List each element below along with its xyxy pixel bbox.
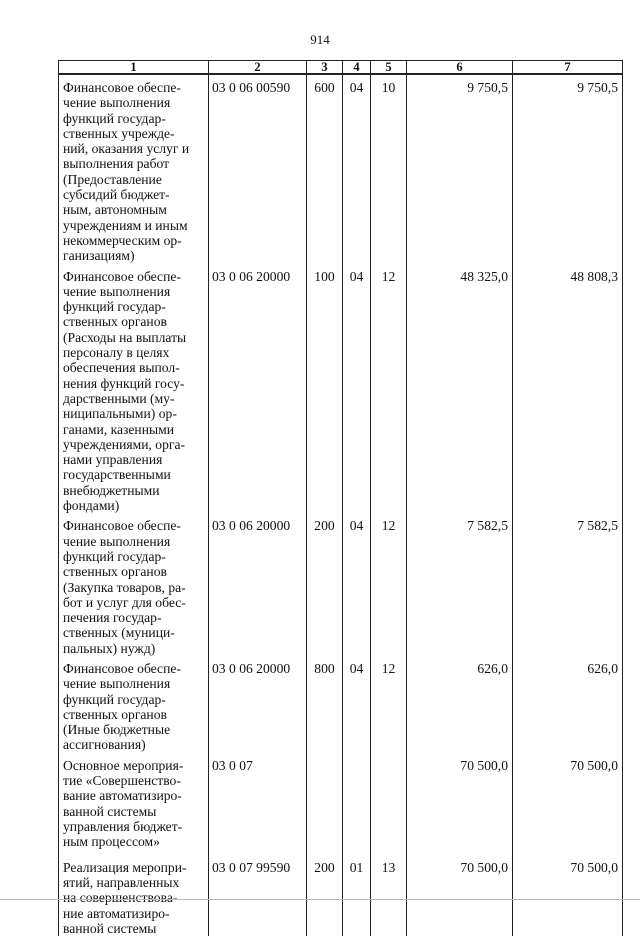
target-code-cell: 03 0 06 20000 — [209, 656, 307, 753]
table-row — [59, 513, 623, 656]
name-line: учреждениям и иным — [63, 217, 188, 233]
target-code-cell: 03 0 06 20000 — [209, 513, 307, 656]
name-line: Финансовое обеспе- — [63, 268, 181, 284]
name-line: ственных (муници- — [63, 625, 175, 641]
name-line: управления бюджет- — [63, 818, 183, 834]
name-line: обеспечения выпол- — [63, 360, 180, 376]
name-line: внебюджетными — [63, 482, 160, 498]
name-line: ственных органов — [63, 564, 167, 580]
name-line: бот и услуг для обес- — [63, 594, 186, 610]
name-line: чение выполнения — [63, 533, 171, 549]
name-line: субсидий бюджет- — [63, 187, 170, 203]
expense-type-cell: 200 — [307, 855, 343, 936]
subsection-cell: 12 — [371, 513, 407, 656]
name-line: выполнения работ — [63, 156, 170, 172]
name-line: некоммерческим ор- — [63, 232, 182, 248]
name-line: ятий, направленных — [63, 875, 180, 891]
section-cell: 04 — [343, 656, 371, 753]
name-line: (Расходы на выплаты — [63, 329, 187, 345]
name-line: ным, автономным — [63, 202, 167, 218]
amount-year-2-cell: 70 500,0 — [513, 753, 623, 855]
scan-edge-line — [0, 899, 640, 900]
subsection-cell: 12 — [371, 656, 407, 753]
name-line: дарственными (му- — [63, 390, 175, 406]
row-name-cell — [59, 753, 209, 855]
row-name-cell — [59, 264, 209, 514]
header-row — [59, 61, 623, 75]
amount-year-1-cell: 7 582,5 — [407, 513, 513, 656]
row-name-cell — [59, 74, 209, 264]
name-line: печения государ- — [63, 610, 162, 626]
name-line: ванной системы — [63, 920, 157, 936]
subsection-cell — [371, 753, 407, 855]
name-line: ванной системы — [63, 803, 157, 819]
amount-year-1-cell: 70 500,0 — [407, 855, 513, 936]
row-name-cell — [59, 513, 209, 656]
expense-type-cell: 100 — [307, 264, 343, 514]
target-code-cell: 03 0 07 99590 — [209, 855, 307, 936]
name-line: ственных учрежде- — [63, 125, 175, 141]
header-col-7: 7 — [513, 61, 623, 75]
name-line: ным процессом» — [63, 834, 160, 850]
section-cell: 04 — [343, 513, 371, 656]
amount-year-1-cell: 626,0 — [407, 656, 513, 753]
name-line: персоналу в целях — [63, 345, 170, 361]
subsection-cell: 13 — [371, 855, 407, 936]
target-code-cell: 03 0 06 00590 — [209, 74, 307, 264]
target-code-cell: 03 0 07 — [209, 753, 307, 855]
amount-year-2-cell: 70 500,0 — [513, 855, 623, 936]
name-line: чение выполнения — [63, 283, 171, 299]
amount-year-1-cell: 70 500,0 — [407, 753, 513, 855]
name-line: учреждениями, орга- — [63, 436, 186, 452]
name-line: Финансовое обеспе- — [63, 518, 181, 534]
amount-year-2-cell: 48 808,3 — [513, 264, 623, 514]
subsection-cell: 10 — [371, 74, 407, 264]
section-cell — [343, 753, 371, 855]
name-line: ганами, казенными — [63, 421, 174, 437]
header-col-1: 1 — [59, 61, 209, 75]
name-line: государственными — [63, 467, 171, 483]
page-number: 914 — [310, 32, 330, 47]
target-code-cell: 03 0 06 20000 — [209, 264, 307, 514]
name-line: Реализация меропри- — [63, 859, 187, 875]
header-col-5: 5 — [371, 61, 407, 75]
name-line: ганизациям) — [63, 248, 135, 264]
amount-year-2-cell: 9 750,5 — [513, 74, 623, 264]
name-line: ственных органов — [63, 314, 167, 330]
name-line: (Закупка товаров, ра- — [63, 579, 186, 595]
header-col-2: 2 — [209, 61, 307, 75]
name-line: ниципальными) ор- — [63, 406, 177, 422]
name-line: нами управления — [63, 452, 163, 468]
name-line: функций государ- — [63, 110, 166, 126]
name-line: вание автоматизиро- — [63, 788, 182, 804]
header-col-6: 6 — [407, 61, 513, 75]
expense-type-cell: 600 — [307, 74, 343, 264]
subsection-cell: 12 — [371, 264, 407, 514]
table-row — [59, 753, 623, 855]
expense-type-cell: 800 — [307, 656, 343, 753]
name-line: функций государ- — [63, 548, 166, 564]
table-row — [59, 264, 623, 514]
name-line: ний, оказания услуг и — [63, 141, 190, 157]
name-line: (Иные бюджетные — [63, 722, 171, 738]
name-line: Основное мероприя- — [63, 757, 184, 773]
row-name-cell — [59, 855, 209, 936]
budget-table — [58, 60, 623, 936]
name-line: нения функций госу- — [63, 375, 185, 391]
name-line: тие «Совершенство- — [63, 773, 181, 789]
expense-type-cell: 200 — [307, 513, 343, 656]
name-line: Финансовое обеспе- — [63, 660, 181, 676]
name-line: фондами) — [63, 498, 120, 514]
name-line: Финансовое обеспе- — [63, 80, 181, 95]
section-cell: 04 — [343, 74, 371, 264]
name-line: на совершенствова- — [63, 890, 178, 906]
name-line: (Предоставление — [63, 171, 162, 187]
header-col-4: 4 — [343, 61, 371, 75]
section-cell: 01 — [343, 855, 371, 936]
section-cell: 04 — [343, 264, 371, 514]
amount-year-1-cell: 9 750,5 — [407, 74, 513, 264]
name-line: ассигнования) — [63, 737, 146, 753]
name-line: функций государ- — [63, 691, 166, 707]
name-line: ние автоматизиро- — [63, 905, 170, 921]
name-line: пальных) нужд) — [63, 640, 156, 656]
name-line: ственных органов — [63, 706, 167, 722]
header-col-3: 3 — [307, 61, 343, 75]
name-line: чение выполнения — [63, 95, 171, 111]
amount-year-2-cell: 626,0 — [513, 656, 623, 753]
amount-year-1-cell: 48 325,0 — [407, 264, 513, 514]
table-row — [59, 855, 623, 936]
name-line: функций государ- — [63, 299, 166, 315]
amount-year-2-cell: 7 582,5 — [513, 513, 623, 656]
table-row — [59, 74, 623, 264]
expense-type-cell — [307, 753, 343, 855]
table-row — [59, 656, 623, 753]
row-name-cell — [59, 656, 209, 753]
name-line: чение выполнения — [63, 676, 171, 692]
